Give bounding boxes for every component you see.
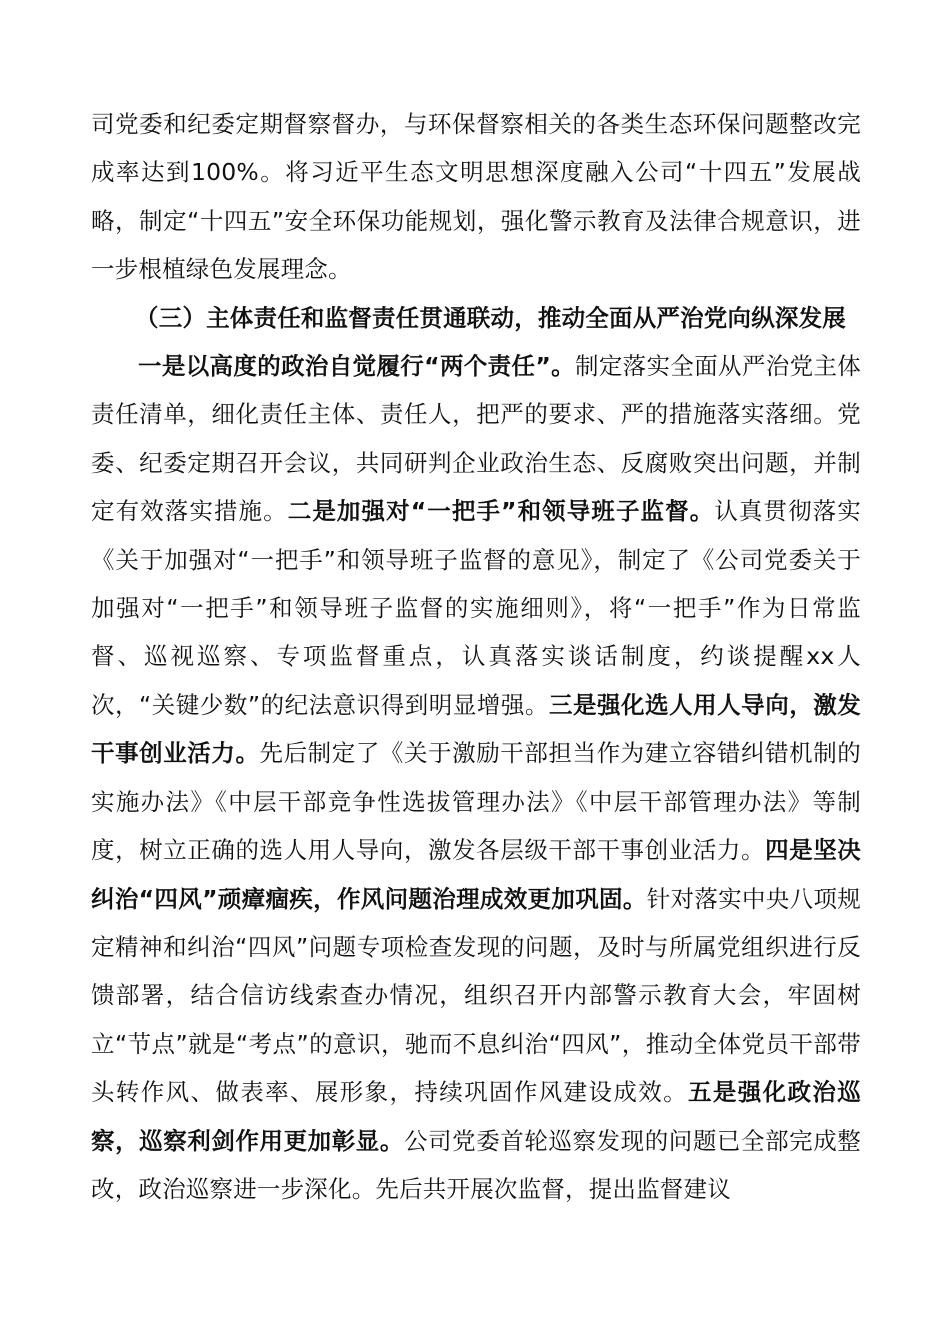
point-one-text: 制定落实全面从严治党主体责任清单，细化责任主体、责任人，把严的要求、严的措施落实落细。党委、纪委定期召开会议，共同研判企业政治生态、反腐败突出问题，并制定有效落实措施。: [91, 352, 861, 526]
point-two-text: 认真贯彻落实《关于加强对“一把手”和领导班子监督的意见》，制定了《公司党委关于加强对“一把手”和领导班子监督的实施细则》，将“一把手”作为日常监督、巡视巡察、专项监督重点，认真落实谈话制度，约谈提醒xx人次，“关键少数”的纪法意识得到明显增强。: [91, 497, 861, 719]
point-four-text: 针对落实中央八项规定精神和纠治“四风”问题专项检查发现的问题，及时与所属党组织进行反馈部署，结合信访线索查办情况，组织召开内部警示教育大会，牢固树立“节点”就是“考点”的意识，驰而不息纠治“四风”，推动全体党员干部带头转作风、做表率、展形象，持续巩固作风建设成效。: [91, 884, 861, 1107]
paragraph-environmental: 司党委和纪委定期督察督办，与环保督察相关的各类生态环保问题整改完成率达到100%。将习近平生态文明思想深度融入公司“十四五”发展战略，制定“十四五”安全环保功能规划，强化警示教育及法律合规意识，进一步根植绿色发展理念。: [91, 110, 861, 284]
point-two-title: 二是加强对“一把手”和领导班子监督。: [287, 497, 715, 526]
point-three-text: 先后制定了《关于激励干部担当作为建立容错纠错机制的实施办法》《中层干部竞争性选拔管理办法》《中层干部管理办法》等制度，树立正确的选人用人导向，激发各层级干部干事创业活力。: [91, 739, 862, 865]
point-five-text: 公司党委首轮巡察发现的问题已全部完成整改，政治巡察进一步深化。先后共开展次监督，提出监督建议: [91, 1126, 861, 1203]
point-one-title: 一是以高度的政治自觉履行“两个责任”。: [138, 352, 575, 381]
paragraph-responsibility: [91, 342, 861, 1213]
document-page: [91, 100, 861, 1213]
point-three-title: 三是强化选人用人导向，激发干事创业活力。: [91, 690, 861, 768]
point-four-title: 四是坚决纠治“四风”顽瘴痼疾，作风问题治理成效更加巩固。: [91, 836, 861, 913]
point-five-title: 五是强化政治巡察，巡察利剑作用更加彰显。: [91, 1078, 861, 1155]
section-heading: （三）主体责任和监督责任贯通联动，推动全面从严治党向纵深发展: [135, 303, 846, 332]
